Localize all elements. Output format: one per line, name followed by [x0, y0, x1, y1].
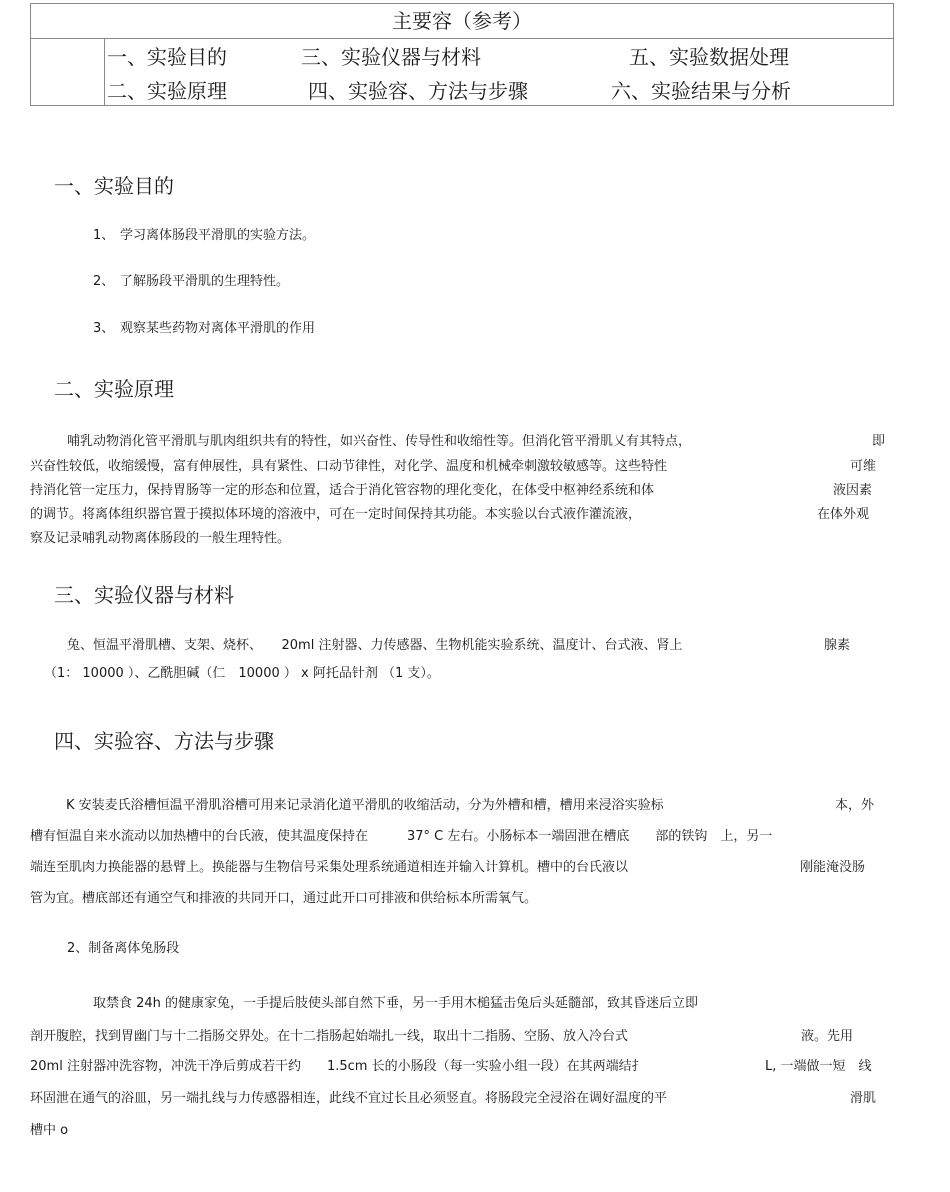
paragraph-line-tail: 腺素 — [824, 638, 851, 653]
section-title: 实验目的 — [94, 174, 174, 198]
section-number: 三、 — [54, 583, 94, 607]
paragraph-line-tail: 可维 — [850, 459, 877, 474]
paragraph-line: 持消化管一定压力，保持胃肠等一定的形态和位置，适合于消化管容物的理化变化，在体受中枢神经系统和体 — [30, 483, 655, 498]
toc-item-method: 四、实验容、方法与步骤 — [308, 79, 528, 103]
paragraph-line: 20ml 注射器冲洗容物，冲洗干净后剪成若干约 1.5cm 长的小肠段（每一实验小组一段）在其两端结扌 — [30, 1059, 645, 1074]
paragraph-line: 管为宜。槽底部还有通空气和排液的共同开口，通过此开口可排液和供给标本所需氧气。 — [30, 891, 538, 906]
contents-table — [30, 3, 894, 106]
paragraph-line: 槽中 o — [30, 1123, 69, 1138]
section-number: 二、 — [54, 377, 94, 401]
list-item — [93, 226, 315, 246]
list-number: 2、 — [93, 274, 115, 289]
paragraph-line: 的调节。将离体组织器官置于摸拟体环境的溶液中，可在一定时间保持其功能。本实验以台式液作灌流液， — [30, 507, 642, 522]
paragraph-line: 兔、恒温平滑肌槽、支架、烧杯、 20ml 注射器、力传感器、生物机能实验系统、温度计、台式液、肾上 — [67, 638, 683, 653]
paragraph-line: 端连至肌肉力换能器的悬臂上。换能器与生物信号采集处理系统通道相连并输入计算机。槽中的台氏液以 — [30, 860, 629, 875]
paragraph-line: K 安装麦氏浴槽恒温平滑肌浴槽可用来记录消化道平滑肌的收缩活动，分为外槽和槽，槽用来浸浴实验标 — [66, 798, 664, 813]
paragraph-line-tail: L, 一端做一短 线 — [765, 1059, 872, 1074]
section-title: 实验原理 — [94, 377, 174, 401]
list-text: 学习离体肠段平滑肌的实验方法。 — [120, 228, 316, 243]
paragraph-line: 兴奋性较低，收缩缓慢，富有伸展性，具有紧性、口动节律性，对化学、温度和机械牵刺激较敏感等。这些特性 — [30, 459, 668, 474]
paragraph-line: 槽有恒温自来水流动以加热槽中的台氏液，使其温度保持在 37° C 左右。小肠标本一端固泄在槽底 部的铁钩 上，另一 — [30, 829, 773, 844]
section-title: 实验仪器与材料 — [94, 583, 234, 607]
paragraph-line: 环固泄在通气的浴皿，另一端扎线与力传感器相连，此线不宜过长且必须竖直。将肠段完全浸浴在调好温度的平 — [30, 1091, 668, 1106]
paragraph-line: 哺乳动物消化管平滑肌与肌肉组织共有的特性，如兴奋性、传导性和收缩性等。但消化管平滑肌乂有其特点， — [67, 434, 692, 449]
section-number: 一、 — [54, 174, 94, 198]
section-heading-principle — [54, 375, 174, 403]
list-item — [93, 319, 315, 339]
toc-item-purpose: 一、实验目的 — [107, 45, 227, 69]
section-number: 四、 — [54, 729, 94, 753]
list-number: 3、 — [93, 321, 115, 336]
paragraph-line-tail: 在体外观 — [817, 507, 870, 522]
contents-title: 主要容（参考） — [31, 4, 893, 39]
paragraph-line: （1： 10000 ）、乙酰胆碱（仁 10000 ） x 阿托品针剂 （1 支）。 — [44, 666, 440, 681]
paragraph-line-tail: 即 — [872, 434, 886, 449]
section-heading-purpose — [54, 172, 174, 200]
paragraph-line-tail: 液因素 — [833, 483, 873, 498]
paragraph-line: 察及记录哺乳动物离体肠段的一般生理特性。 — [30, 531, 291, 546]
toc-item-data: 五、实验数据处理 — [629, 45, 789, 69]
list-text: 观察某些药物对离体平滑肌的作用 — [120, 321, 316, 336]
paragraph-line-tail: 本，外 — [835, 798, 875, 813]
paragraph-line: 取禁食 24h 的健康家兔，一手提后肢使头部自然下垂，另一手用木槌猛击兔后头延髓部，致其昏迷后立即 — [93, 996, 699, 1011]
section-heading-materials — [54, 581, 234, 609]
step-heading: 2、制备离体兔肠段 — [67, 941, 180, 956]
toc-item-principle: 二、实验原理 — [107, 79, 227, 103]
paragraph-line-tail: 液。先用 — [801, 1029, 854, 1044]
contents-body — [104, 39, 893, 105]
list-text: 了解肠段平滑肌的生理特性。 — [120, 274, 290, 289]
list-number: 1、 — [93, 228, 115, 243]
section-heading-method — [54, 727, 274, 755]
paragraph-line-tail: 刚能淹没肠 — [800, 860, 866, 875]
toc-item-results: 六、实验结果与分析 — [611, 79, 791, 103]
paragraph-line-tail: 滑肌 — [850, 1091, 877, 1106]
toc-item-materials: 三、实验仪器与材料 — [301, 45, 481, 69]
paragraph-line: 剖开腹腔，找到胃幽门与十二指肠交界处。在十二指肠起始端扎一线，取出十二指肠、空肠、放入冷台式 — [30, 1029, 629, 1044]
section-title: 实验容、方法与步骤 — [94, 729, 274, 753]
list-item — [93, 272, 289, 292]
